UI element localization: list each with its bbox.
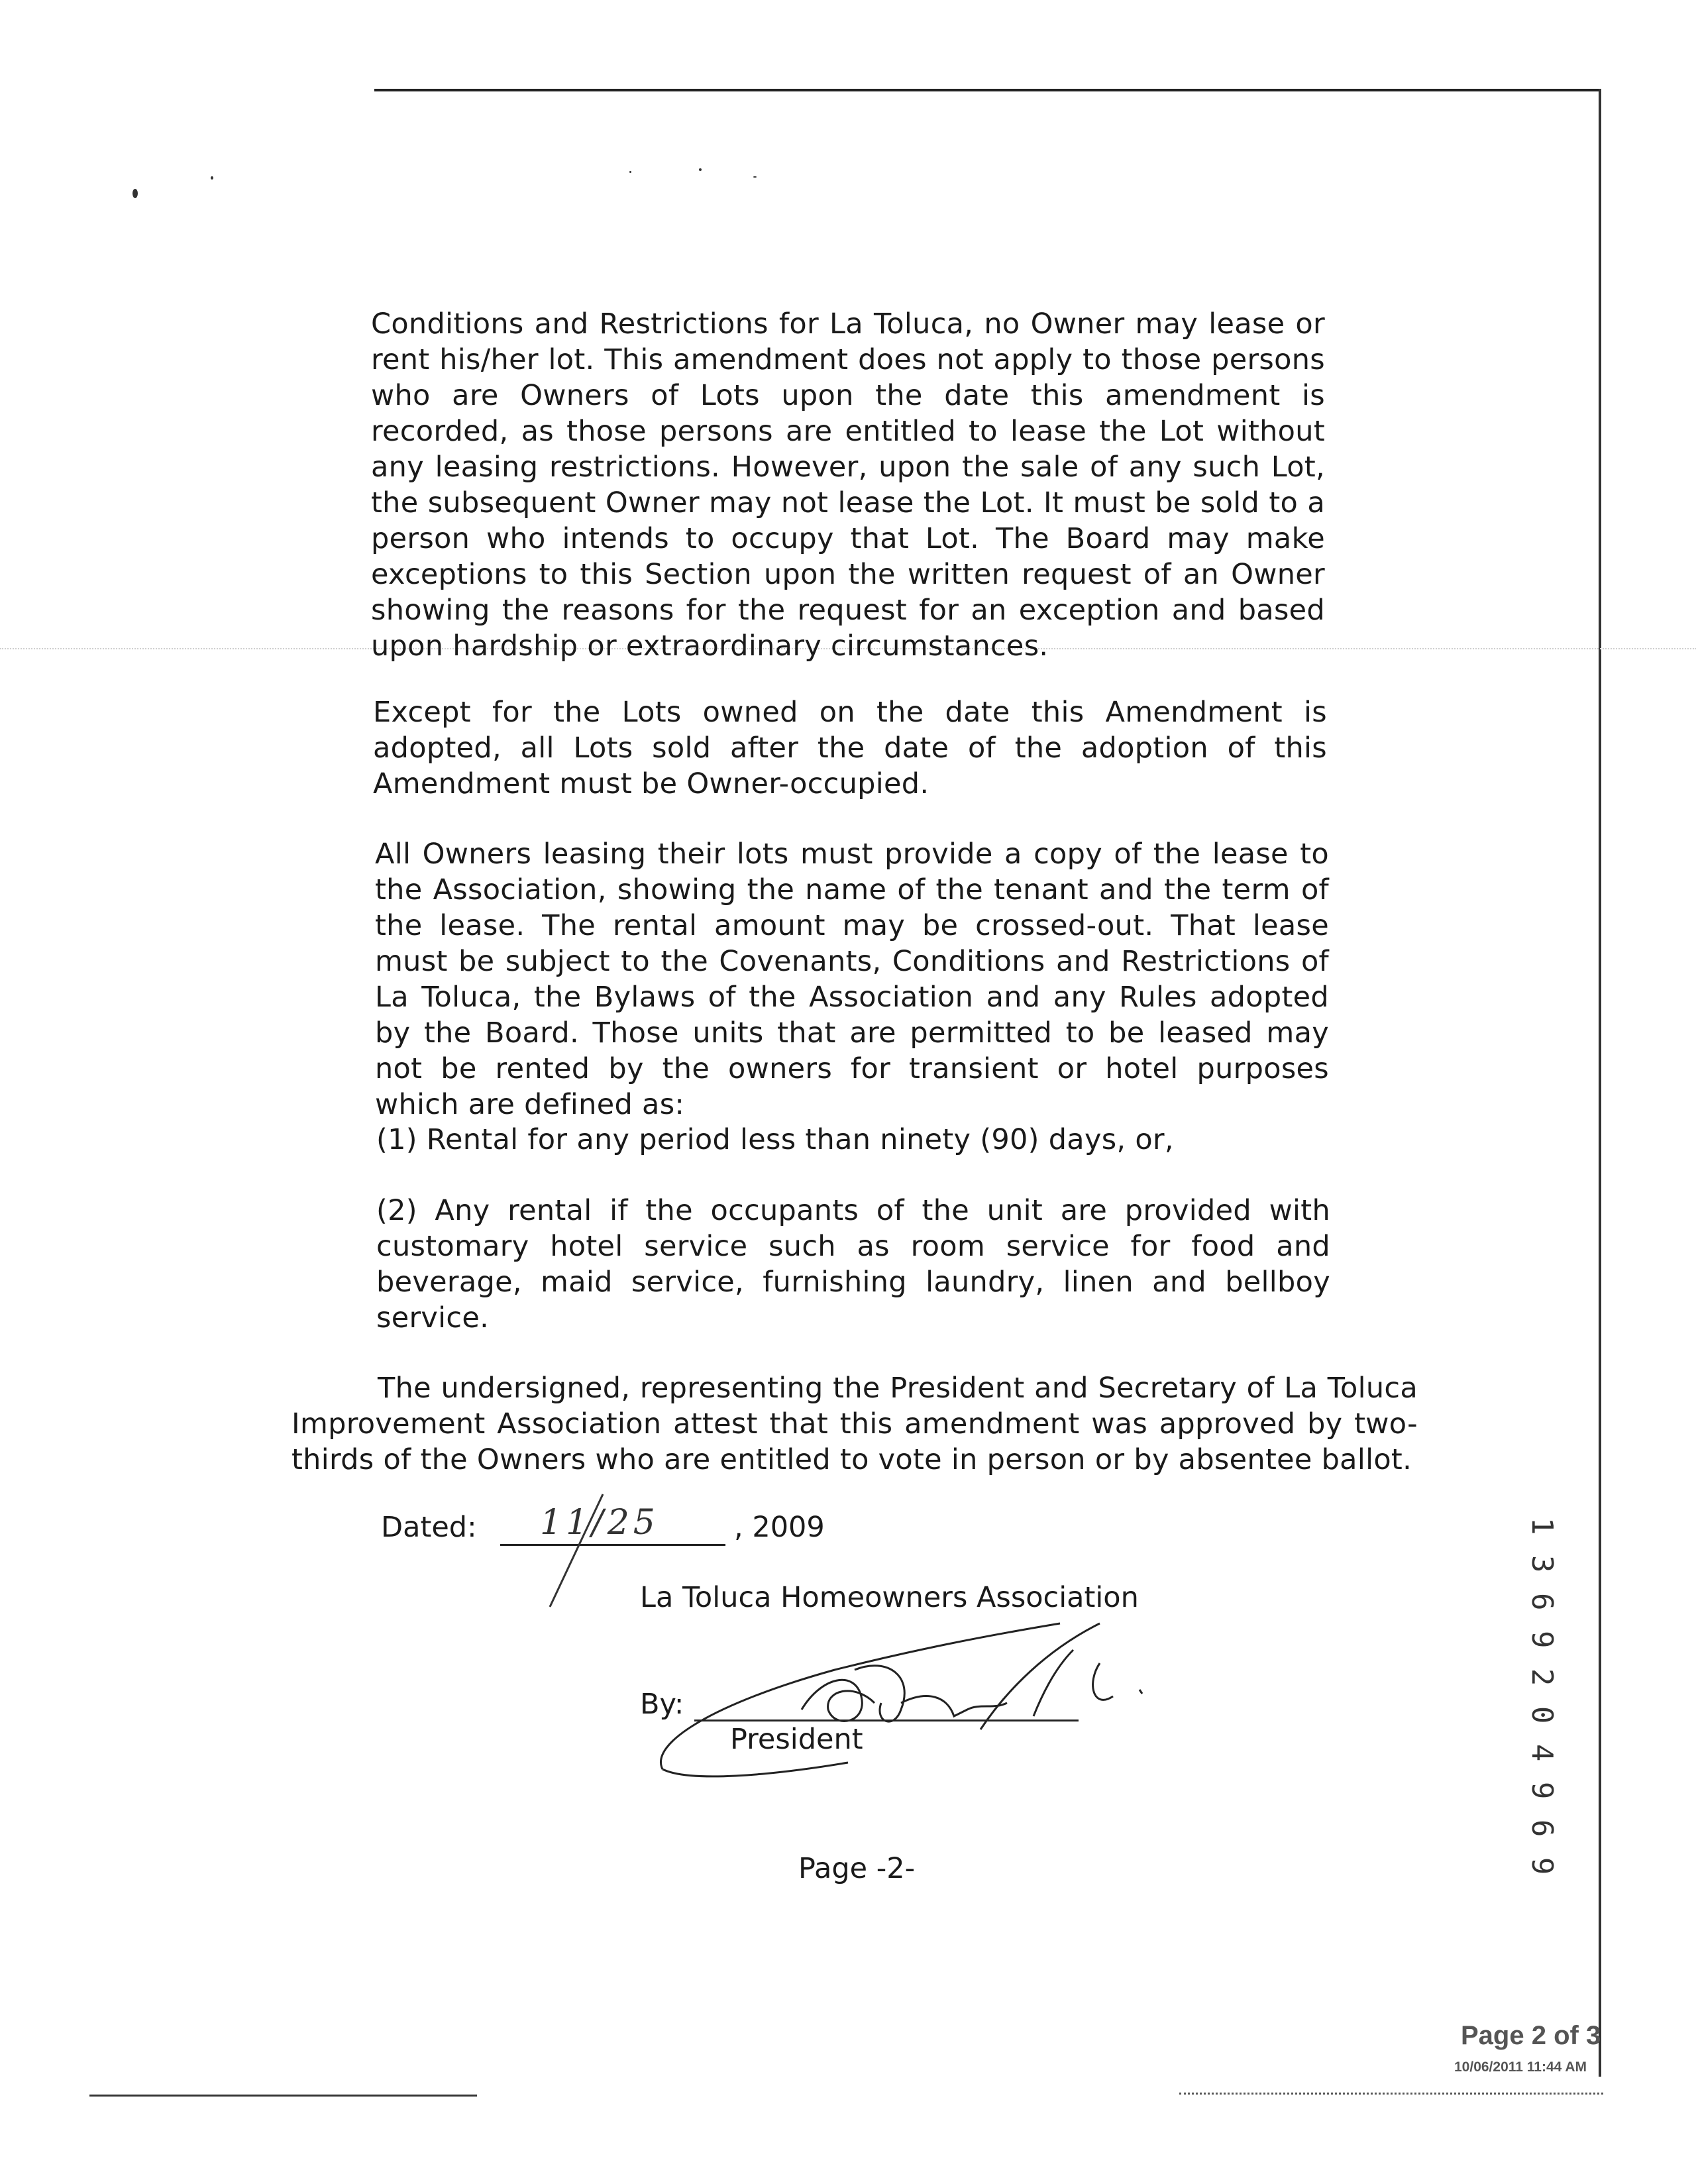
signer-title: President <box>730 1723 863 1756</box>
paragraph-lease-copy: All Owners leasing their lots must provide a copy of the lease to the Association, showing the name of the tenant and the term of the lease. The rental amount may be crossed-out. That lease must be subject to the Covenants, Conditions and Restrictions of La Toluca, the Bylaws of the Association and any Rules adopted by the Board. Those units that are permitted to be leased may not be rented by the owners for transient or hotel purposes which are defined as: <box>375 838 1329 1121</box>
scan-speck <box>753 176 757 178</box>
scan-speck <box>699 168 702 171</box>
paragraph-attestation: The undersigned, representing the President and Secretary of La Toluca Improvement Association attest that this amendment was approved by two-thirds of the Owners who are entitled to vote in person or by absentee ballot. <box>292 1372 1418 1476</box>
scan-bottom-left-rule <box>89 2095 477 2097</box>
footer-timestamp: 10/06/2011 11:44 AM <box>1454 2059 1587 2075</box>
paragraph-leasing-restrictions: Conditions and Restrictions for La Toluca, no Owner may lease or rent his/her lot. This amendment does not apply to those persons who are Owners of Lots upon the date this amendment is recorded, as those persons are entitled to lease the Lot without any leasing restrictions. However, upon the sale of any such Lot, the subsequent Owner may not lease the Lot. It must be sold to a person who intends to occupy that Lot. The Board may make exceptions to this Section upon the written request of an Owner showing the reasons for the request for an exception and based upon hardship or extraordinary circumstances. <box>371 307 1325 663</box>
scan-top-rule <box>374 89 1601 91</box>
dated-underline <box>500 1544 725 1546</box>
association-name: La Toluca Homeowners Association <box>640 1581 1139 1614</box>
dated-year: , 2009 <box>734 1511 825 1544</box>
scan-bottom-right-rule <box>1179 2093 1603 2095</box>
scan-speck <box>629 171 631 173</box>
recording-number-stamp: 1 3 6 9 2 0 4 9 6 9 <box>1525 1517 1559 1877</box>
dated-handwritten-value: 11/25 <box>540 1503 659 1543</box>
paragraph-owner-occupied: Except for the Lots owned on the date this Amendment is adopted, all Lots sold after the date of the adoption of this Amendment must be Owner-occupied. <box>373 696 1327 800</box>
scan-right-rule <box>1599 89 1601 2077</box>
list-item-hotel-service: (2) Any rental if the occupants of the unit are provided with customary hotel service such as room service for food and beverage, maid service, furnishing laundry, linen and bellboy service. <box>376 1194 1330 1335</box>
footer-page-count: Page 2 of 3 <box>1461 2021 1601 2050</box>
dated-slash-stroke <box>543 1491 610 1610</box>
page-number: Page -2- <box>798 1852 916 1885</box>
dated-label: Dated: <box>381 1511 477 1544</box>
by-label: By: <box>640 1688 684 1721</box>
handwritten-signature <box>636 1610 1166 1789</box>
scan-speck <box>132 189 138 198</box>
list-item-rental-period: (1) Rental for any period less than ninety (90) days, or, <box>376 1123 1174 1156</box>
scan-speck <box>211 176 213 180</box>
